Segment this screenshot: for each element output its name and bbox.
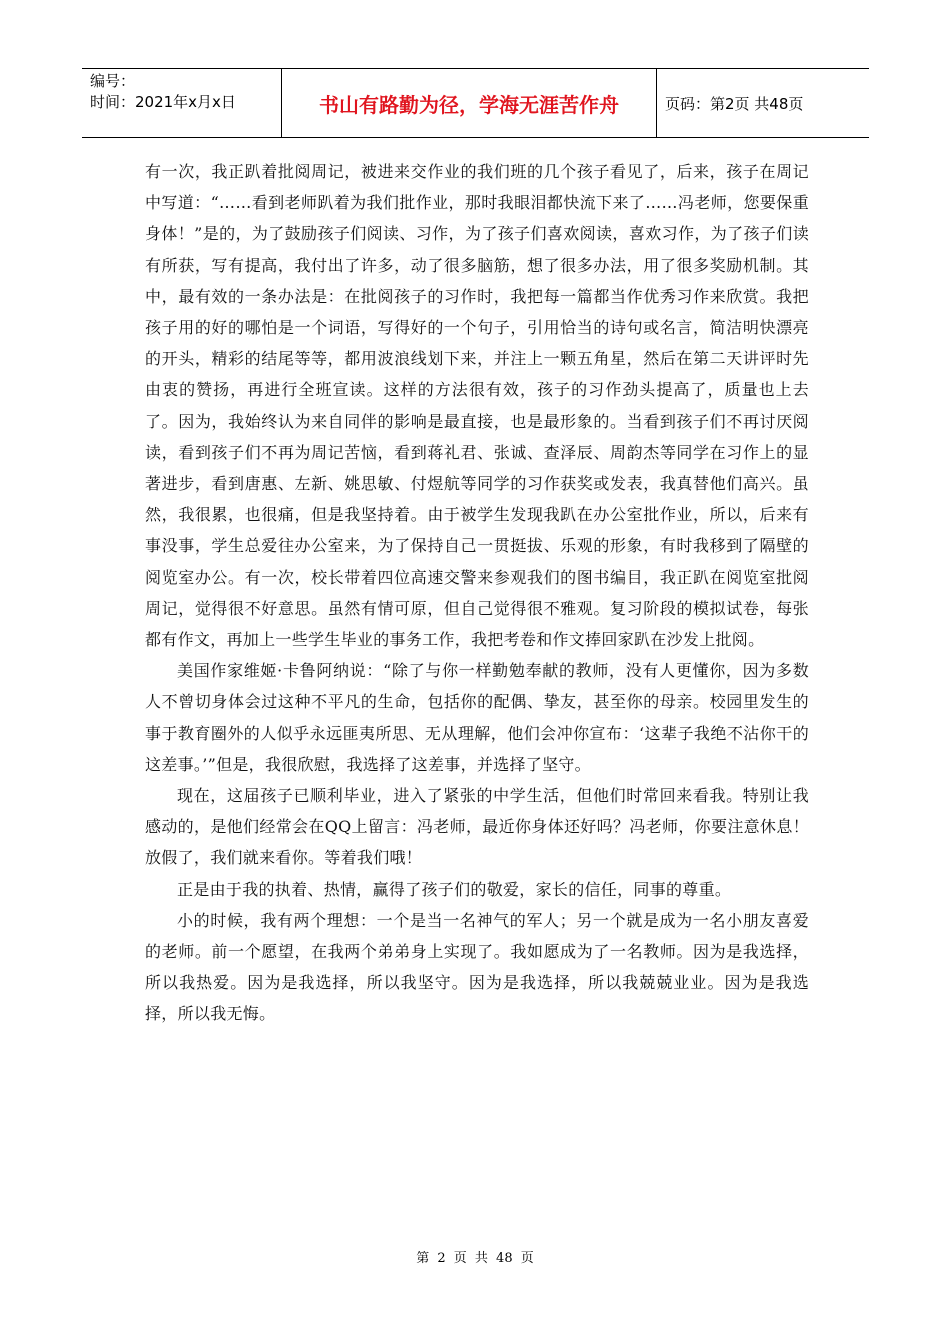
paragraph-3: 现在，这届孩子已顺利毕业，进入了紧张的中学生活，但他们时常回来看我。特别让我感动的，是他们经常会在QQ上留言：冯老师，最近你身体还好吗？冯老师，你要注意休息！放假了，我们就来看你。等着我们哦！ [145,786,809,868]
document-body [145,156,809,1030]
document-number-label: 编号： [90,72,136,90]
page-footer [0,1247,950,1266]
paragraph-1: 有一次，我正趴着批阅周记，被进来交作业的我们班的几个孩子看见了，后来，孩子在周记中写道：“……看到老师趴着为我们批作业，那时我眼泪都快流下来了……冯老师，您要保重身体！”是的，为了鼓励孩子们阅读、习作，为了孩子们喜欢阅读，喜欢习作，为了孩子们读有所获，写有提高，我付出了许多，动了很多脑筋，想了很多办法，用了很多奖励机制。其中，最有效的一条办法是：在批阅孩子的习作时，我把每一篇都当作优秀习作来欣赏。我把孩子用的好的哪怕是一个词语，写得好的一个句子，引用恰当的诗句或名言，简洁明快漂亮的开头，精彩的结尾等等，都用波浪线划下来，并注上一颗五角星，然后在第二天讲评时先由衷的赞扬，再进行全班宣读。这样的方法很有效，孩子的习作劲头提高了，质量也上去了。因为，我始终认为来自同伴的影响是最直接，也是最形象的。当看到孩子们不再讨厌阅读，看到孩子们不再为周记苦恼，看到蒋礼君、张诚、查泽辰、周韵杰等同学在习作上的显著进步，看到唐惠、左新、姚思敏、付煜航等同学的习作获奖或发表，我真替他们高兴。虽然，我很累，也很痛，但是我坚持着。由于被学生发现我趴在办公室批作业，所以，后来有事没事，学生总爱往办公室来，为了保持自己一贯挺拔、乐观的形象，有时我移到了隔壁的阅览室办公。有一次，校长带着四位高速交警来参观我们的图书编目，我正趴在阅览室批阅周记，觉得很不好意思。虽然有情可原，但自己觉得很不雅观。复习阶段的模拟试卷，每张都有作文，再加上一些学生毕业的事务工作，我把考卷和作文捧回家趴在沙发上批阅。 [145,162,809,650]
paragraph-5: 小的时候，我有两个理想：一个是当一名神气的军人；另一个就是成为一名小朋友喜爱的老师。前一个愿望，在我两个弟弟身上实现了。我如愿成为了一名教师。因为是我选择，所以我热爱。因为是我选择，所以我坚守。因为是我选择，所以我兢兢业业。因为是我选择，所以我无悔。 [145,910,809,1024]
header-page-info: 页码：第2页 共48页 [665,94,804,113]
paragraph-2: 美国作家维姬·卡鲁阿纳说：“除了与你一样勤勉奉献的教师，没有人更懂你，因为多数人不曾切身体会过这种不平凡的生命，包括你的配偶、挚友，甚至你的母亲。校园里发生的事于教育圈外的人似乎永远匪夷所思、无从理解，他们会冲你宣布：‘这辈子我绝不沾你干的这差事。’”但是，我很欣慰，我选择了这差事，并选择了坚守。 [145,661,809,774]
page-header [82,68,869,138]
header-motto: 书山有路勤为径，学海无涯苦作舟 [282,69,657,137]
footer-page-number: 第 2 页 共 48 页 [416,1251,534,1266]
paragraph-4: 正是由于我的执着、热情，赢得了孩子们的敬爱，家长的信任，同事的尊重。 [177,879,732,899]
header-meta [82,69,282,137]
document-time-label: 时间：2021年x月x日 [90,93,236,111]
